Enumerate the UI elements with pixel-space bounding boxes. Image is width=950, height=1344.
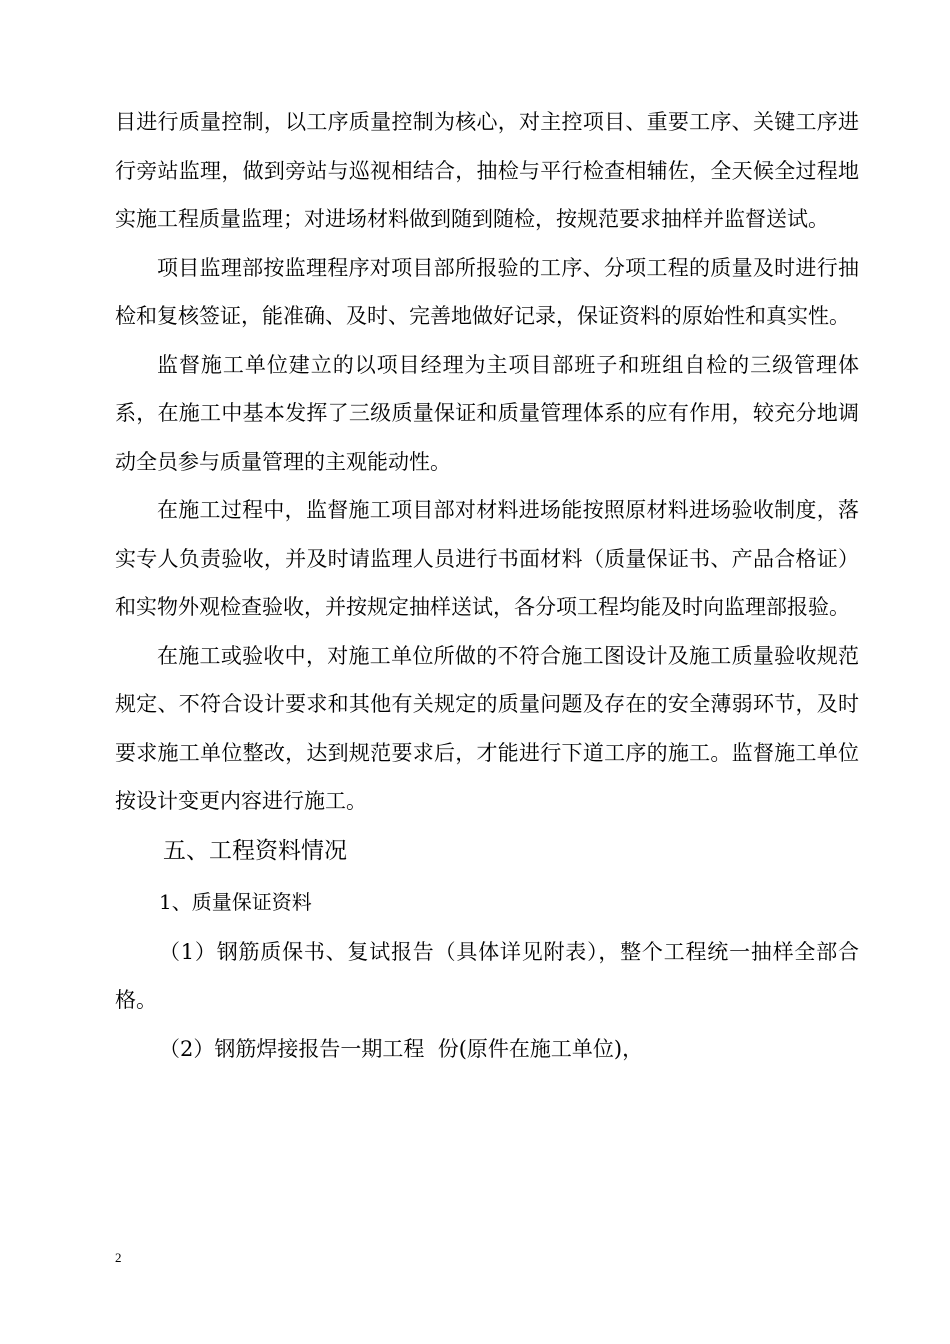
subsection-heading: 1、质量保证资料 (159, 889, 312, 914)
paragraph-rectification: 在施工或验收中，对施工单位所做的不符合施工图设计及施工质量验收规范规定、不符合设计要求和其他有关规定的质量问题及存在的安全薄弱环节，及时要求施工单位整改，达到规范要求后，才能进行下道工序的施工。监督施工单位按设计变更内容进行施工。 (115, 643, 859, 813)
page-number: 2 (115, 1250, 122, 1265)
document-body (115, 98, 859, 1073)
paragraph-quality-control: 目进行质量控制，以工序质量控制为核心，对主控项目、重要工序、关键工序进行旁站监理，做到旁站与巡视相结合，抽检与平行检查相辅佐，全天候全过程地实施工程质量监理；对进场材料做到随到随检，按规范要求抽样并监督送试。 (115, 110, 859, 231)
list-item-rebar-certificate: （1）钢筋质保书、复试报告（具体详见附表），整个工程统一抽样全部合格。 (115, 939, 859, 1012)
paragraph-material-acceptance: 在施工过程中，监督施工项目部对材料进场能按照原材料进场验收制度，落实专人负责验收，并及时请监理人员进行书面材料（质量保证书、产品合格证）和实物外观检查验收，并按规定抽样送试，各分项工程均能及时向监理部报验。 (115, 498, 859, 619)
paragraph-management-system: 监督施工单位建立的以项目经理为主项目部班子和班组自检的三级管理体系，在施工中基本发挥了三级质量保证和质量管理体系的应有作用，较充分地调动全员参与质量管理的主观能动性。 (115, 352, 859, 474)
section-heading: 五、工程资料情况 (163, 837, 347, 864)
paragraph-inspection-signoff: 项目监理部按监理程序对项目部所报验的工序、分项工程的质量及时进行抽检和复核签证，能准确、及时、完善地做好记录，保证资料的原始性和真实性。 (115, 255, 859, 328)
list-item-welding-report: （2）钢筋焊接报告一期工程 份(原件在施工单位)， (159, 1036, 644, 1061)
